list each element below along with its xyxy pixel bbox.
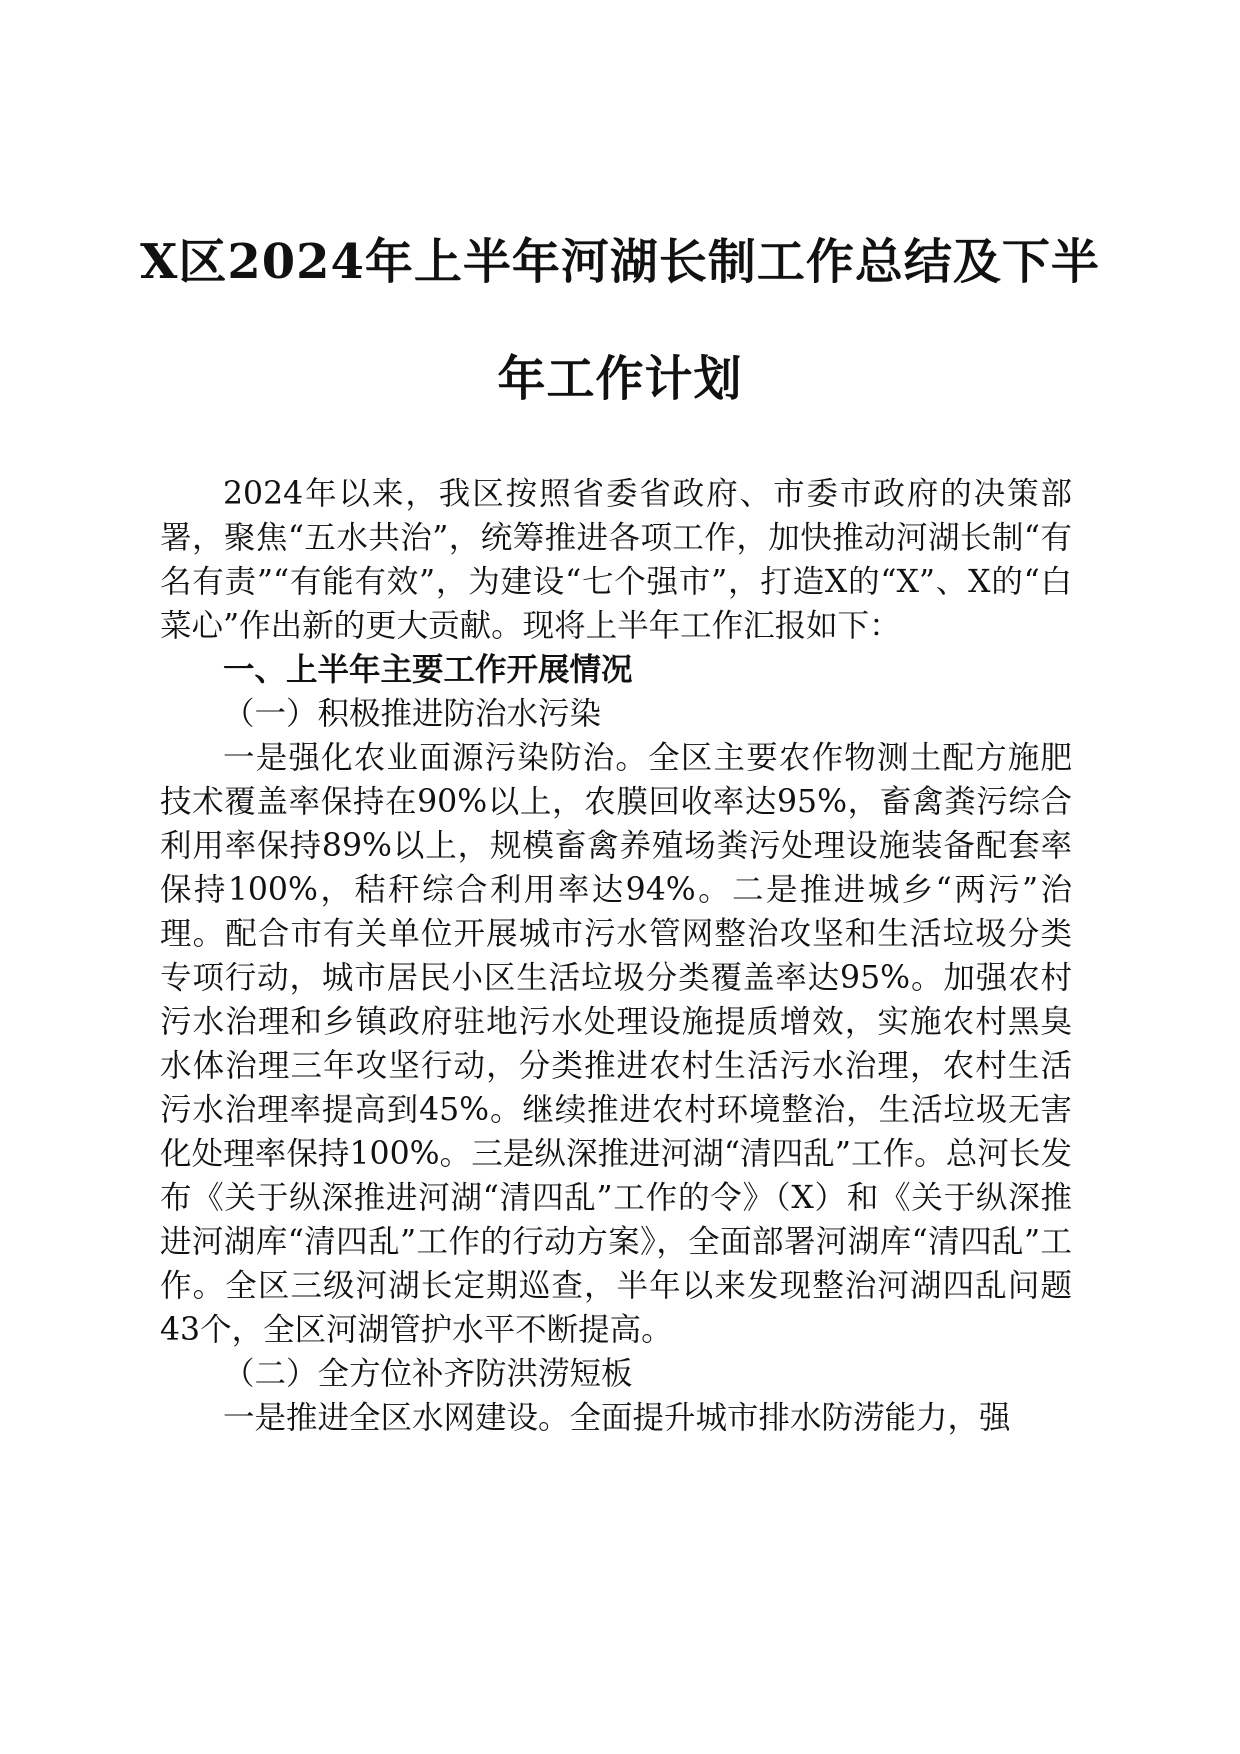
subsection-2-paragraph: 一是推进全区水网建设。全面提升城市排水防涝能力，强 xyxy=(223,1400,1011,1436)
document-title-line-1: X区2024年上半年河湖长制工作总结及下半 xyxy=(140,234,1100,290)
section-heading-1: 一、上半年主要工作开展情况 xyxy=(223,652,633,688)
intro-paragraph: 2024年以来，我区按照省委省政府、市委市政府的决策部署，聚焦“五水共治”，统筹推进各项工作，加快推动河湖长制“有名有责”“有能有效”，为建设“七个强市”，打造X的“X”、X的“白菜心”作出新的更大贡献。现将上半年工作汇报如下： xyxy=(160,476,1072,644)
subsection-heading-1: （一）积极推进防治水污染 xyxy=(223,696,602,732)
subsection-heading-2: （二）全方位补齐防洪涝短板 xyxy=(223,1356,633,1392)
document-title-line-2: 年工作计划 xyxy=(497,351,743,407)
subsection-1-paragraph: 一是强化农业面源污染防治。全区主要农作物测土配方施肥技术覆盖率保持在90%以上，农膜回收率达95%，畜禽粪污综合利用率保持89%以上，规模畜禽养殖场粪污处理设施装备配套率保持100%，秸秆综合利用率达94%。二是推进城乡“两污”治理。配合市有关单位开展城市污水管网整治攻坚和生活垃圾分类专项行动，城市居民小区生活垃圾分类覆盖率达95%。加强农村污水治理和乡镇政府驻地污水处理设施提质增效，实施农村黑臭水体治理三年攻坚行动，分类推进农村生活污水治理，农村生活污水治理率提高到45%。继续推进农村环境整治，生活垃圾无害化处理率保持100%。三是纵深推进河湖“清四乱”工作。总河长发布《关于纵深推进河湖“清四乱”工作的令》（X）和《关于纵深推进河湖库“清四乱”工作的行动方案》，全面部署河湖库“清四乱”工作。全区三级河湖长定期巡查，半年以来发现整治河湖四乱问题43个，全区河湖管护水平不断提高。 xyxy=(160,740,1072,1348)
document-body xyxy=(160,472,1072,1440)
